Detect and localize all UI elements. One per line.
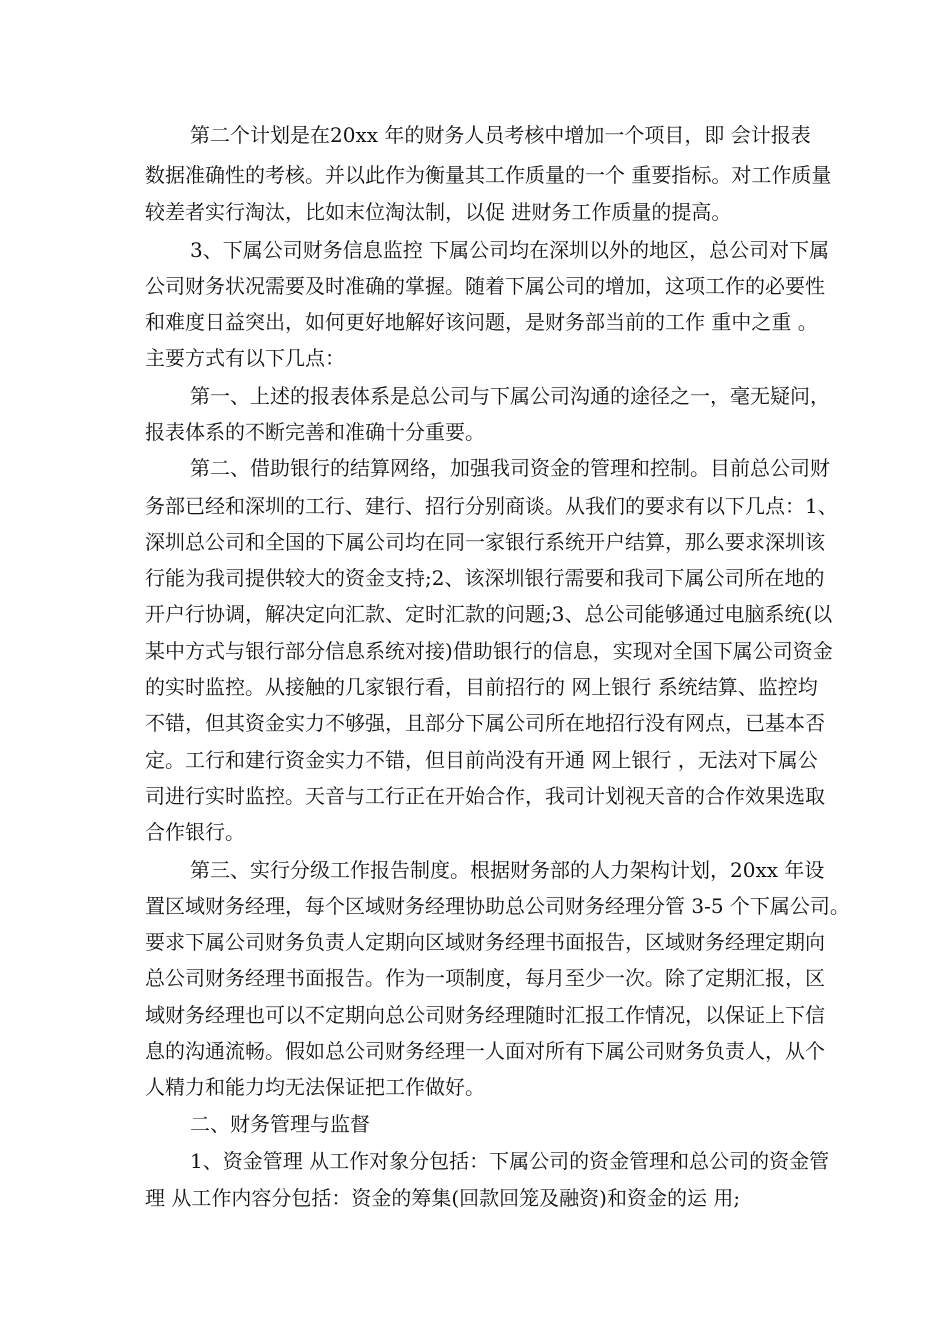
text-line: 公司财务状况需要及时准确的掌握。随着下属公司的增加，这项工作的必要性 — [145, 274, 825, 298]
text-line: 1、资金管理 从工作对象分包括：下属公司的资金管理和总公司的资金管 — [190, 1149, 830, 1173]
text-line: 主要方式有以下几点： — [145, 346, 345, 370]
text-line: 不错，但其资金实力不够强，且部分下属公司所在地招行没有网点，已基本否 — [145, 711, 825, 735]
text-line: 要求下属公司财务负责人定期向区域财务经理书面报告，区域财务经理定期向 — [145, 930, 825, 954]
text-line: 司进行实时监控。天音与工行正在开始合作，我司计划视天音的合作效果选取 — [145, 784, 825, 808]
text-line: 深圳总公司和全国的下属公司均在同一家银行系统开户结算，那么要求深圳该 — [145, 530, 825, 554]
section-heading: 二、财务管理与监督 — [190, 1112, 370, 1136]
text-line: 某中方式与银行部分信息系统对接)借助银行的信息，实现对全国下属公司资金 — [145, 639, 833, 663]
text-line: 行能为我司提供较大的资金支持;2、该深圳银行需要和我司下属公司所在地的 — [145, 566, 825, 590]
text-line: 数据准确性的考核。并以此作为衡量其工作质量的一个 重要指标。对工作质量 — [145, 163, 832, 187]
text-line: 和难度日益突出，如何更好地解好该问题，是财务部当前的工作 重中之重 。 — [145, 310, 818, 334]
text-line: 置区域财务经理，每个区域财务经理协助总公司财务经理分管 3-5 个下属公司。 — [145, 894, 850, 918]
text-line: 息的沟通流畅。假如总公司财务经理一人面对所有下属公司财务负责人，从个 — [145, 1039, 825, 1063]
text-line: 开户行协调，解决定向汇款、定时汇款的问题;3、总公司能够通过电脑系统(以 — [145, 602, 833, 626]
text-line: 第二、借助银行的结算网络，加强我司资金的管理和控制。目前总公司财 — [190, 456, 830, 480]
text-line: 第二个计划是在20xx 年的财务人员考核中增加一个项目，即 会计报表 — [190, 123, 811, 147]
text-line: 人精力和能力均无法保证把工作做好。 — [145, 1075, 485, 1099]
text-line: 3、下属公司财务信息监控 下属公司均在深圳以外的地区，总公司对下属 — [190, 238, 830, 262]
text-line: 合作银行。 — [145, 820, 245, 844]
text-line: 理 从工作内容分包括：资金的筹集(回款回笼及融资)和资金的运 用; — [145, 1186, 741, 1210]
text-line: 务部已经和深圳的工行、建行、招行分别商谈。从我们的要求有以下几点：1、 — [145, 494, 838, 518]
text-line: 较差者实行淘汰，比如末位淘汰制，以促 进财务工作质量的提高。 — [145, 200, 732, 224]
text-line: 总公司财务经理书面报告。作为一项制度，每月至少一次。除了定期汇报，区 — [145, 966, 825, 990]
text-line: 的实时监控。从接触的几家银行看，目前招行的 网上银行 系统结算、监控均 — [145, 675, 818, 699]
text-line: 第三、实行分级工作报告制度。根据财务部的人力架构计划，20xx 年设 — [190, 858, 825, 882]
text-line: 第一、上述的报表体系是总公司与下属公司沟通的途径之一，毫无疑问， — [190, 384, 830, 408]
text-line: 报表体系的不断完善和准确十分重要。 — [145, 420, 485, 444]
text-line: 定。工行和建行资金实力不错，但目前尚没有开通 网上银行 ，无法对下属公 — [145, 748, 818, 772]
text-line: 域财务经理也可以不定期向总公司财务经理随时汇报工作情况，以保证上下信 — [145, 1003, 825, 1027]
